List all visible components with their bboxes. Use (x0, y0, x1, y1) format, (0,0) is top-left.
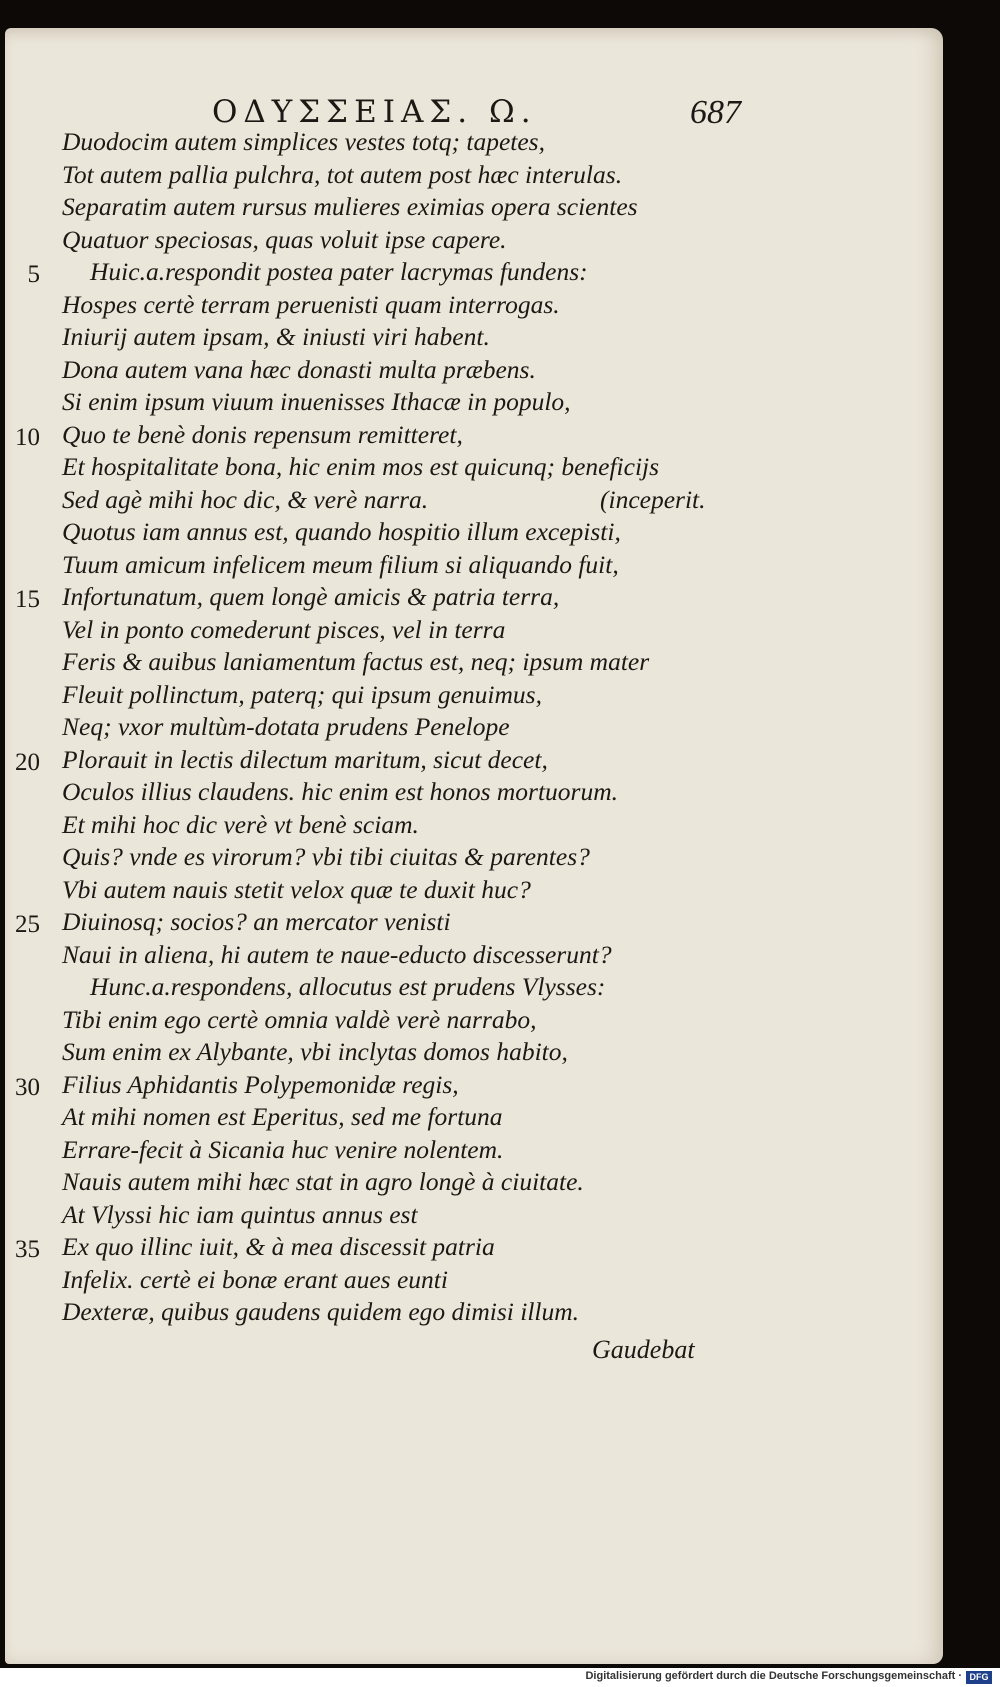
verse-text: Sum enim ex Alybante, vbi inclytas domos habito, (62, 1037, 568, 1066)
verse-text: Et hospitalitate bona, hic enim mos est quicunq; beneficijs (62, 452, 660, 481)
verse-text: Infelix. certè ei bonæ erant aues eunti (62, 1264, 448, 1294)
carried-over-text: (inceperit. (600, 484, 706, 514)
verse-text: Fleuit pollinctum, paterq; qui ipsum genuimus, (62, 679, 542, 709)
verse-text: Naui in aliena, hi autem te naue-educto discesserunt? (62, 939, 612, 969)
catchword: Gaudebat (592, 1335, 695, 1364)
line-number: 25 (15, 911, 40, 938)
verse-line (0, 745, 1000, 778)
verse-text: Plorauit in lectis dilectum maritum, sicut decet, (62, 744, 548, 774)
verse-line (0, 810, 1000, 843)
verse-line (0, 257, 1000, 290)
verse-block (0, 127, 1000, 1330)
verse-line (0, 777, 1000, 810)
verse-text: Quo te benè donis repensum remitteret, (62, 419, 463, 449)
verse-line (0, 1102, 1000, 1135)
verse-line (0, 615, 1000, 648)
verse-line (0, 1167, 1000, 1200)
verse-line (0, 485, 1000, 518)
verse-text: Iniurij autem ipsam, & iniusti viri habent. (62, 322, 490, 351)
verse-text: Duodocim autem simplices vestes totq; tapetes, (62, 127, 545, 156)
line-number: 5 (27, 261, 40, 288)
verse-text: Quatuor speciosas, quas voluit ipse capere. (62, 224, 507, 254)
verse-line (0, 1200, 1000, 1233)
verse-text: At mihi nomen est Eperitus, sed me fortuna (62, 1102, 503, 1131)
verse-text: Tibi enim ego certè omnia valdè verè narrabo, (62, 1004, 537, 1034)
verse-text: Hospes certè terram peruenisti quam interrogas. (62, 289, 560, 319)
verse-text: Dona autem vana hæc donasti multa præbens. (62, 354, 536, 384)
line-number: 20 (15, 748, 40, 776)
verse-line (0, 842, 1000, 875)
verse-text: Filius Aphidantis Polypemonidæ regis, (62, 1069, 459, 1099)
verse-text: Nauis autem mihi hæc stat in agro longè à ciuitate. (62, 1167, 584, 1196)
verse-line (0, 1297, 1000, 1330)
verse-line (0, 940, 1000, 973)
verse-line (0, 420, 1000, 453)
verse-text: Feris & auibus laniamentum factus est, neq; ipsum mater (62, 647, 650, 676)
verse-line (0, 712, 1000, 745)
verse-line (0, 452, 1000, 485)
verse-line (0, 290, 1000, 323)
verse-text: Quis? vnde es virorum? vbi tibi ciuitas & parentes? (62, 842, 590, 871)
verse-text: Si enim ipsum viuum inuenisses Ithacæ in populo, (62, 387, 571, 416)
verse-text: Huic.a.respondit postea pater lacrymas fundens: (90, 257, 588, 286)
verse-line (0, 647, 1000, 680)
verse-line (0, 550, 1000, 583)
verse-line (0, 1135, 1000, 1168)
verse-text: Tot autem pallia pulchra, tot autem post hæc interulas. (62, 159, 623, 189)
verse-line (0, 517, 1000, 550)
verse-text: Tuum amicum infelicem meum filium si aliquando fuit, (62, 549, 619, 579)
verse-line (0, 1265, 1000, 1298)
verse-text: Ex quo illinc iuit, & à mea discessit patria (62, 1232, 495, 1261)
digitization-footer (0, 1668, 1000, 1687)
verse-text: Neq; vxor multùm-dotata prudens Penelope (62, 712, 510, 741)
verse-text: Hunc.a.respondens, allocutus est prudens Vlysses: (90, 972, 606, 1001)
verse-text: At Vlyssi hic iam quintus annus est (62, 1199, 418, 1229)
verse-text: Et mihi hoc dic verè vt benè sciam. (62, 809, 419, 839)
verse-text: Sed agè mihi hoc dic, & verè narra. (62, 484, 429, 514)
verse-line (0, 192, 1000, 225)
verse-text: Infortunatum, quem longè amicis & patria terra, (62, 582, 560, 611)
verse-line (0, 680, 1000, 713)
verse-line (0, 907, 1000, 940)
verse-line (0, 1005, 1000, 1038)
verse-text: Vel in ponto comederunt pisces, vel in terra (62, 614, 506, 644)
verse-line (0, 160, 1000, 193)
funding-credit: Digitalisierung gefördert durch die Deutsche Forschungsgemeinschaft · (585, 1670, 962, 1682)
verse-line (0, 322, 1000, 355)
verse-line (0, 1037, 1000, 1070)
page-header (0, 94, 1000, 130)
verse-text: Diuinosq; socios? an mercator venisti (62, 907, 451, 936)
line-number: 30 (15, 1073, 40, 1101)
line-number: 15 (15, 586, 40, 613)
verse-line (0, 355, 1000, 388)
page-number: 687 (690, 94, 741, 131)
verse-line (0, 225, 1000, 258)
dfg-logo-icon: DFG (966, 1671, 992, 1684)
verse-line (0, 972, 1000, 1005)
running-title: ΟΔΥΣΣΕΙΑΣ. Ω. (212, 94, 537, 130)
verse-text: Errare-fecit à Sicania huc venire nolentem. (62, 1134, 504, 1164)
verse-text: Dexteræ, quibus gaudens quidem ego dimisi illum. (62, 1297, 580, 1326)
verse-line (0, 1232, 1000, 1265)
verse-line (0, 1070, 1000, 1103)
verse-text: Vbi autem nauis stetit velox quæ te duxit huc? (62, 874, 531, 904)
verse-text: Oculos illius claudens. hic enim est honos mortuorum. (62, 777, 619, 806)
verse-line (0, 387, 1000, 420)
verse-text: Quotus iam annus est, quando hospitio illum excepisti, (62, 517, 621, 546)
line-number: 35 (15, 1236, 40, 1263)
line-number: 10 (15, 423, 40, 451)
verse-text: Separatim autem rursus mulieres eximias opera scientes (62, 192, 638, 221)
verse-line (0, 875, 1000, 908)
verse-line (0, 127, 1000, 160)
verse-line (0, 582, 1000, 615)
